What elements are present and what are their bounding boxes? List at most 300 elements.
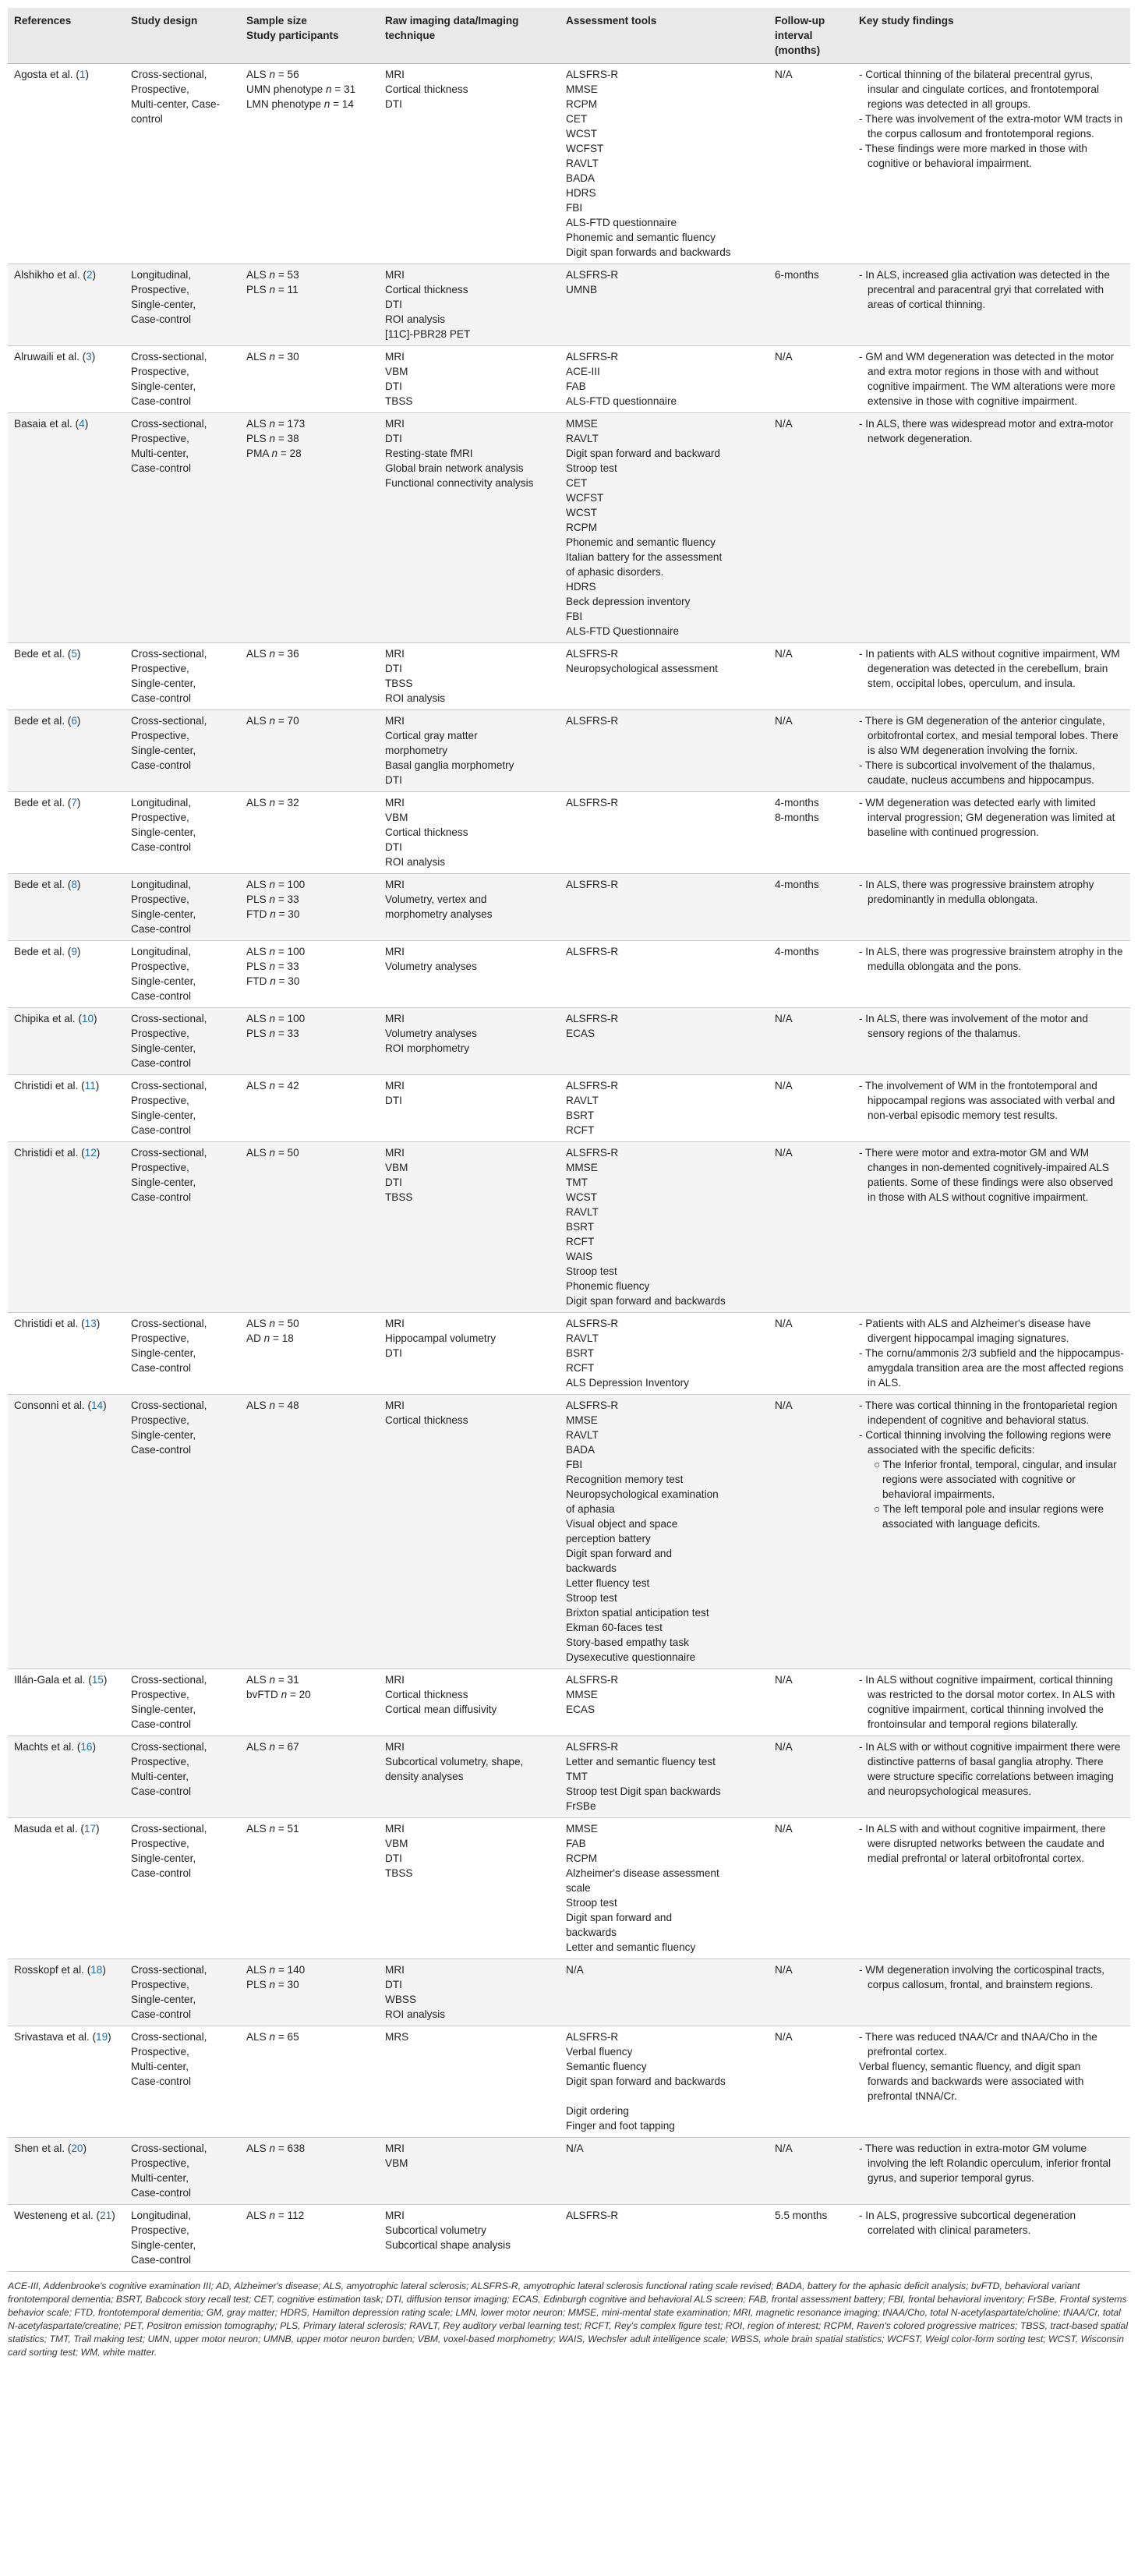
cell-sample-size [240, 346, 379, 413]
cell-sample-size [240, 1008, 379, 1075]
table-row [8, 64, 1130, 264]
imaging-line: MRI [385, 1741, 405, 1753]
sample-line: ALS n = 30 [246, 351, 299, 363]
tool-line: Recognition memory test [566, 1474, 684, 1485]
reference-link[interactable]: 12 [84, 1147, 97, 1159]
tool-line: TMT [566, 1177, 588, 1188]
tool-line: ALSFRS-R [566, 2031, 619, 2043]
tool-line: WCFST [566, 492, 604, 504]
cell-sample-size [240, 1075, 379, 1142]
reference-link[interactable]: 6 [71, 715, 77, 727]
cell-study-design [125, 874, 240, 941]
design-line: Multi-center, [131, 1771, 189, 1782]
design-line: Cross-sectional, [131, 69, 207, 80]
cell-reference: Bede et al. (5) [8, 643, 125, 710]
reference-author: Christidi et al. [14, 1147, 79, 1159]
finding-item: - In ALS, there was widespread motor and extra-motor network degeneration. [859, 418, 1114, 444]
tool-line: RCPM [566, 522, 598, 533]
cell-assessment-tools [560, 1142, 769, 1313]
imaging-line: DTI [385, 1095, 402, 1106]
table-footnote: ACE-III, Addenbrooke's cognitive examination III; AD, Alzheimer's disease; ALS, amyotrophic lateral sclerosis; ALSFRS-R, amyotrophic lateral sclerosis functional rating scale revised; BADA, battery for the aphasic deficit analysis; bvFTD, behavioral variant frontotemporal dementia; BSRT, Babcock story recall test; CET, cognitive estimation task; DTI, diffusion tensor imaging; ECAS, Edinburgh cognitive and behavioral ALS screen; FAB, frontal assessment battery; FBI, frontal behavioral inventory; FrSBe, Frontal systems behavior scale; FTD, frontotemporal dementia; GM, gray matter; HDRS, Hamilton depression rating scale; LMN, lower motor neuron; MMSE, mini-mental state examination; MRI, magnetic resonance imaging; tNAA/Cho, total N-acetylaspartate/choline; tNAA/Cr, total N-acetylaspartate/creatine; PET, Positron emission tomography; PLS, Primary lateral sclerosis; RAVLT, Rey auditory verbal learning test; RCFT, Rey's complex figure test; ROI, region of interest; RCPM, Raven's colored progressive matrices; TBSS, tract-based spatial statistics; TMT, Trail making test; UMN, upper motor neuron; UMNB, upper motor neuron burden; VBM, voxel-based morphometry; WAIS, Wechsler adult intelligence scale; WBSS, whole brain spatial statistics; WCFST, Weigl color-form sorting test; WCST, Wisconsin card sorting test; WM, white matter. [8, 2281, 1129, 2358]
imaging-line: Resting-state fMRI [385, 448, 473, 459]
table-row [8, 346, 1130, 413]
cell-study-design [125, 710, 240, 792]
cell-follow-up: N/A [769, 1736, 853, 1818]
imaging-line: WBSS [385, 1994, 417, 2005]
cell-key-findings [853, 1008, 1130, 1075]
reference-link[interactable]: 14 [91, 1399, 104, 1411]
reference-author: Basaia et al. [14, 418, 72, 430]
reference-link[interactable]: 9 [71, 946, 77, 957]
reference-link[interactable]: 1 [79, 69, 86, 80]
cell-imaging-technique [379, 792, 560, 874]
reference-link[interactable]: 7 [71, 797, 77, 809]
imaging-line: morphometry analyses [385, 908, 493, 920]
tool-line: RAVLT [566, 433, 599, 444]
design-line: Prospective, [131, 1689, 189, 1700]
finding-item: - There was reduction in extra-motor GM volume involving the left Rolandic operculum, inferior frontal gyrus, and superior temporal gyrus. [859, 2143, 1111, 2184]
tool-line: RAVLT [566, 157, 599, 169]
imaging-line: MRI [385, 715, 405, 727]
sample-line: ALS n = 100 [246, 946, 306, 957]
cell-study-design [125, 1669, 240, 1736]
finding-item: - In ALS with or without cognitive impairment there were distinctive patterns of basal ganglia atrophy. There were structure specific correlations between imaging and neuropsychological measures. [859, 1741, 1121, 1797]
table-row [8, 2026, 1130, 2138]
table-body [8, 64, 1130, 2272]
design-line: Single-center, [131, 1994, 196, 2005]
design-line: Case-control [131, 2075, 192, 2087]
studies-table [8, 8, 1130, 2272]
design-line: Case-control [131, 1362, 192, 1374]
reference-link[interactable]: 11 [84, 1080, 96, 1092]
imaging-line: MRI [385, 1964, 405, 1976]
table-row [8, 1008, 1130, 1075]
cell-reference: Alruwaili et al. (3) [8, 346, 125, 413]
reference-author: Consonni et al. [14, 1399, 85, 1411]
table-row [8, 1669, 1130, 1736]
tool-line: RAVLT [566, 1206, 599, 1218]
sample-line: PLS n = 30 [246, 1979, 299, 1990]
cell-key-findings [853, 1959, 1130, 2026]
design-line: Single-center, [131, 2239, 196, 2251]
design-line: Prospective, [131, 1756, 189, 1767]
table-row [8, 264, 1130, 346]
design-line: Multi-center, [131, 448, 189, 459]
tool-line [566, 2089, 762, 2104]
reference-link[interactable]: 18 [90, 1964, 103, 1976]
imaging-line: ROI analysis [385, 856, 446, 868]
finding-item: - The cornu/ammonis 2/3 subfield and the hippocampus-amygdala transition area are the most affected regions in ALS. [859, 1347, 1124, 1389]
finding-item: - Cortical thinning involving the following regions were associated with the specific deficits: [859, 1429, 1111, 1456]
tool-line: RCPM [566, 1852, 598, 1864]
imaging-line: ROI analysis [385, 2008, 446, 2020]
reference-link[interactable]: 21 [100, 2210, 112, 2221]
cell-sample-size [240, 874, 379, 941]
reference-author: Illán-Gala et al. [14, 1674, 86, 1686]
cell-study-design [125, 941, 240, 1008]
cell-key-findings [853, 2026, 1130, 2138]
design-line: Case-control [131, 923, 192, 935]
imaging-line: TBSS [385, 395, 413, 407]
tool-line: Digit span forward and backwards [566, 1295, 726, 1307]
sample-line: ALS n = 48 [246, 1399, 299, 1411]
imaging-line: VBM [385, 366, 408, 377]
finding-item: - In ALS, there was involvement of the motor and sensory regions of the thalamus. [859, 1013, 1088, 1039]
cell-reference: Srivastava et al. (19) [8, 2026, 125, 2138]
reference-link[interactable]: 16 [80, 1741, 93, 1753]
tool-line: Semantic fluency [566, 2061, 647, 2072]
imaging-line: DTI [385, 1979, 402, 1990]
design-line: Multi-center, [131, 2061, 189, 2072]
cell-sample-size [240, 2026, 379, 2138]
design-line: Single-center, [131, 1109, 196, 1121]
design-line: Prospective, [131, 812, 189, 823]
finding-item: - In ALS with and without cognitive impairment, there were disrupted networks between the caudate and medial prefrontal or lateral orbitofrontal cortex. [859, 1823, 1106, 1864]
tool-line: FAB [566, 380, 586, 392]
tool-line: MMSE [566, 418, 598, 430]
imaging-line: TBSS [385, 1867, 413, 1879]
imaging-line: MRS [385, 2031, 409, 2043]
cell-follow-up: N/A [769, 1395, 853, 1669]
tool-line: RAVLT [566, 1332, 599, 1344]
tool-line: N/A [566, 2143, 584, 2154]
tool-line: backwards [566, 1927, 617, 1938]
tool-line: Italian battery for the assessment [566, 551, 723, 563]
table-row [8, 874, 1130, 941]
sample-line: ALS n = 112 [246, 2210, 305, 2221]
tool-line: MMSE [566, 1414, 598, 1426]
cell-key-findings [853, 264, 1130, 346]
imaging-line: MRI [385, 1674, 405, 1686]
tool-line: ALSFRS-R [566, 648, 619, 660]
cell-sample-size [240, 710, 379, 792]
sample-line: ALS n = 31 [246, 1674, 299, 1686]
cell-sample-size [240, 1818, 379, 1959]
sample-line: ALS n = 32 [246, 797, 299, 809]
tool-line: Phonemic fluency [566, 1280, 650, 1292]
table-row [8, 2205, 1130, 2272]
tool-line: Digit span forward and [566, 1912, 673, 1923]
tool-line: ALSFRS-R [566, 879, 619, 890]
tool-line: RCFT [566, 1124, 595, 1136]
cell-sample-size [240, 2138, 379, 2205]
imaging-line: ROI analysis [385, 692, 446, 704]
tool-line: ALSFRS-R [566, 1013, 619, 1024]
design-line: Prospective, [131, 1979, 189, 1990]
design-line: Case-control [131, 990, 192, 1002]
tool-line: BSRT [566, 1109, 595, 1121]
imaging-line: MRI [385, 797, 405, 809]
imaging-line: Subcortical volumetry, shape, [385, 1756, 524, 1767]
finding-item: - The involvement of WM in the frontotemporal and hippocampal regions was associated with verbal and non-verbal episodic memory test results. [859, 1080, 1115, 1121]
reference-link[interactable]: 17 [83, 1823, 97, 1835]
sample-line: UMN phenotype n = 31 [246, 83, 356, 95]
design-line: Cross-sectional, [131, 1823, 207, 1835]
tool-line: WCST [566, 507, 598, 518]
tool-line: FBI [566, 610, 583, 622]
reference-author: Rosskopf et al. [14, 1964, 84, 1976]
imaging-line: MRI [385, 1399, 405, 1411]
reference-link[interactable]: 10 [81, 1013, 94, 1024]
cell-sample-size [240, 1959, 379, 2026]
tool-line: FBI [566, 202, 583, 214]
cell-sample-size [240, 1395, 379, 1669]
cell-key-findings [853, 346, 1130, 413]
tool-line: CET [566, 477, 588, 489]
sample-line: ALS n = 36 [246, 648, 299, 660]
cell-follow-up: 5.5 months [769, 2205, 853, 2272]
table-row [8, 1818, 1130, 1959]
imaging-line: VBM [385, 1838, 408, 1849]
cell-follow-up: N/A [769, 1075, 853, 1142]
imaging-line: DTI [385, 380, 402, 392]
design-line: Single-center, [131, 908, 196, 920]
cell-sample-size [240, 1669, 379, 1736]
tool-line: Stroop test Digit span backwards [566, 1785, 721, 1797]
cell-key-findings [853, 1669, 1130, 1736]
imaging-line: MRI [385, 2143, 405, 2154]
finding-item: - There was cortical thinning in the frontoparietal region independent of cognitive and behavioral status. [859, 1399, 1118, 1426]
cell-reference: Basaia et al. (4) [8, 413, 125, 643]
design-line: Prospective, [131, 893, 189, 905]
imaging-line: Cortical gray matter [385, 730, 478, 741]
table-row [8, 1736, 1130, 1818]
design-line: Prospective, [131, 1162, 189, 1173]
finding-item: - In ALS without cognitive impairment, cortical thinning was restricted to the dorsal motor cortex. In ALS with cognitive impairment, cortical thinning involved the frontoinsular and temporal regions bilaterally. [859, 1674, 1115, 1730]
design-line: Cross-sectional, [131, 1399, 207, 1411]
table-row [8, 1142, 1130, 1313]
tool-line: of aphasic disorders. [566, 566, 664, 578]
imaging-line: Subcortical shape analysis [385, 2239, 511, 2251]
design-line: Cross-sectional, [131, 1080, 207, 1092]
imaging-line: Basal ganglia morphometry [385, 759, 514, 771]
finding-item: - Patients with ALS and Alzheimer's disease have divergent hippocampal imaging signatures. [859, 1318, 1091, 1344]
reference-link[interactable]: 20 [71, 2143, 83, 2154]
reference-link[interactable]: 3 [86, 351, 92, 363]
sample-line: ALS n = 50 [246, 1147, 299, 1159]
cell-sample-size [240, 1736, 379, 1818]
cell-reference: Christidi et al. (11) [8, 1075, 125, 1142]
design-line: Case-control [131, 692, 192, 704]
cell-study-design [125, 1818, 240, 1959]
cell-study-design [125, 1142, 240, 1313]
cell-key-findings [853, 2138, 1130, 2205]
table-row [8, 941, 1130, 1008]
cell-sample-size [240, 1313, 379, 1395]
sample-line: PLS n = 33 [246, 961, 299, 972]
cell-study-design [125, 2205, 240, 2272]
cell-follow-up: 4-months [769, 874, 853, 941]
design-line: Cross-sectional, [131, 1318, 207, 1329]
tool-line: MMSE [566, 1689, 598, 1700]
cell-follow-up: N/A [769, 1818, 853, 1959]
cell-key-findings [853, 792, 1130, 874]
reference-link[interactable]: 4 [79, 418, 85, 430]
imaging-line: MRI [385, 648, 405, 660]
imaging-line: [11C]-PBR28 PET [385, 328, 471, 340]
design-line: Prospective, [131, 961, 189, 972]
tool-line: ALSFRS-R [566, 1741, 619, 1753]
cell-key-findings [853, 941, 1130, 1008]
cell-reference: Chipika et al. (10) [8, 1008, 125, 1075]
tool-line: Stroop test [566, 462, 617, 474]
design-line: Case-control [131, 313, 192, 325]
tool-line: N/A [566, 1964, 584, 1976]
cell-imaging-technique [379, 1736, 560, 1818]
design-line: Case-control [131, 1718, 192, 1730]
cell-assessment-tools [560, 264, 769, 346]
design-line: Cross-sectional, [131, 648, 207, 660]
tool-line: BADA [566, 1444, 596, 1456]
cell-key-findings [853, 2205, 1130, 2272]
table-row [8, 1313, 1130, 1395]
reference-link[interactable]: 19 [96, 2031, 108, 2043]
reference-link[interactable]: 13 [84, 1318, 97, 1329]
imaging-line: MRI [385, 1080, 405, 1092]
table-row [8, 643, 1130, 710]
tool-line: WCST [566, 1191, 598, 1203]
tool-line: Phonemic and semantic fluency [566, 232, 716, 243]
cell-sample-size [240, 1142, 379, 1313]
design-line: Longitudinal, [131, 879, 192, 890]
design-line: Single-center, [131, 1429, 196, 1441]
design-line: control [131, 113, 163, 125]
design-line: Longitudinal, [131, 2210, 192, 2221]
cell-assessment-tools [560, 643, 769, 710]
reference-link[interactable]: 15 [91, 1674, 104, 1686]
cell-follow-up: N/A [769, 64, 853, 264]
imaging-line: MRI [385, 351, 405, 363]
sample-line: PMA n = 28 [246, 448, 302, 459]
sample-line: bvFTD n = 20 [246, 1689, 311, 1700]
cell-follow-up: N/A [769, 2138, 853, 2205]
cell-reference: Bede et al. (6) [8, 710, 125, 792]
finding-item: - In ALS, there was progressive brainstem atrophy in the medulla oblongata and the pons. [859, 946, 1123, 972]
imaging-line: density analyses [385, 1771, 464, 1782]
cell-imaging-technique [379, 874, 560, 941]
imaging-line: MRI [385, 2210, 405, 2221]
tool-line: FrSBe [566, 1800, 596, 1812]
header-assessment-tools: Assessment tools [560, 8, 769, 64]
cell-reference: Bede et al. (9) [8, 941, 125, 1008]
design-line: Cross-sectional, [131, 2143, 207, 2154]
imaging-line: Volumetry analyses [385, 961, 477, 972]
cell-study-design [125, 264, 240, 346]
cell-sample-size [240, 941, 379, 1008]
sample-line: FTD n = 30 [246, 975, 300, 987]
reference-link[interactable]: 2 [86, 269, 93, 281]
cell-imaging-technique [379, 1075, 560, 1142]
reference-link[interactable]: 8 [71, 879, 77, 890]
sample-line: ALS n = 53 [246, 269, 299, 281]
design-line: Multi-center, [131, 2172, 189, 2184]
sample-line: ALS n = 42 [246, 1080, 299, 1092]
imaging-line: DTI [385, 98, 402, 110]
cell-reference: Rosskopf et al. (18) [8, 1959, 125, 2026]
imaging-line: MRI [385, 418, 405, 430]
imaging-line: TBSS [385, 678, 413, 689]
sample-line: PLS n = 38 [246, 433, 299, 444]
sub-finding-item: ○ The left temporal pole and insular regions were associated with language deficits. [874, 1503, 1104, 1530]
cell-assessment-tools [560, 1313, 769, 1395]
cell-imaging-technique [379, 2026, 560, 2138]
reference-link[interactable]: 5 [71, 648, 77, 660]
finding-item: - There were motor and extra-motor GM and WM changes in non-demented cognitively-impaired ALS patients. Some of these findings were also observed in those with ALS without cognitive impairment. [859, 1147, 1114, 1203]
reference-author: Christidi et al. [14, 1080, 79, 1092]
design-line: Cross-sectional, [131, 1013, 207, 1024]
imaging-line: DTI [385, 1347, 402, 1359]
design-line: Longitudinal, [131, 797, 192, 809]
sample-line: ALS n = 67 [246, 1741, 299, 1753]
cell-reference: Masuda et al. (17) [8, 1818, 125, 1959]
design-line: Case-control [131, 1124, 192, 1136]
cell-key-findings [853, 1075, 1130, 1142]
cell-reference: Westeneng et al. (21) [8, 2205, 125, 2272]
tool-line: FBI [566, 1459, 583, 1470]
tool-line: Letter fluency test [566, 1577, 650, 1589]
imaging-line: MRI [385, 946, 405, 957]
cell-imaging-technique [379, 1669, 560, 1736]
reference-author: Masuda et al. [14, 1823, 78, 1835]
finding-item: - In ALS, progressive subcortical degeneration correlated with clinical parameters. [859, 2210, 1076, 2236]
sample-line: FTD n = 30 [246, 908, 300, 920]
reference-author: Srivastava et al. [14, 2031, 90, 2043]
cell-assessment-tools [560, 1008, 769, 1075]
cell-sample-size [240, 643, 379, 710]
finding-item: - There is subcortical involvement of the thalamus, caudate, nucleus accumbens and hippocampus. [859, 759, 1095, 786]
header-imaging-technique: Raw imaging data/Imaging technique [379, 8, 560, 64]
reference-author: Chipika et al. [14, 1013, 76, 1024]
imaging-line: MRI [385, 269, 405, 281]
design-line: Cross-sectional, [131, 1741, 207, 1753]
cell-imaging-technique [379, 1313, 560, 1395]
table-header [8, 8, 1130, 64]
design-line: Single-center, [131, 1704, 196, 1715]
design-line: Prospective, [131, 1838, 189, 1849]
cell-imaging-technique [379, 1142, 560, 1313]
imaging-line: Hippocampal volumetry [385, 1332, 497, 1344]
tool-line: Neuropsychological assessment [566, 663, 718, 674]
cell-key-findings [853, 1313, 1130, 1395]
tool-line: ALSFRS-R [566, 2210, 619, 2221]
tool-line: Alzheimer's disease assessment [566, 1867, 719, 1879]
tool-line: ALS-FTD questionnaire [566, 217, 677, 228]
finding-item: - In ALS, there was progressive brainstem atrophy predominantly in medulla oblongata. [859, 879, 1094, 905]
cell-imaging-technique [379, 1008, 560, 1075]
cell-follow-up: N/A [769, 1313, 853, 1395]
tool-line: Story-based empathy task [566, 1637, 689, 1648]
tool-line: ALSFRS-R [566, 1080, 619, 1092]
cell-imaging-technique [379, 941, 560, 1008]
design-line: Single-center, [131, 380, 196, 392]
tool-line: HDRS [566, 187, 596, 199]
imaging-line: MRI [385, 1147, 405, 1159]
cell-reference: Bede et al. (8) [8, 874, 125, 941]
cell-sample-size [240, 792, 379, 874]
cell-key-findings [853, 64, 1130, 264]
design-line: Single-center, [131, 678, 196, 689]
tool-line: Dysexecutive questionnaire [566, 1651, 696, 1663]
cell-assessment-tools [560, 2205, 769, 2272]
design-line: Single-center, [131, 1852, 196, 1864]
table-row [8, 1959, 1130, 2026]
reference-author: Christidi et al. [14, 1318, 79, 1329]
design-line: Case-control [131, 1057, 192, 1069]
cell-study-design [125, 1395, 240, 1669]
cell-sample-size [240, 64, 379, 264]
design-line: Case-control [131, 1191, 192, 1203]
cell-study-design [125, 2026, 240, 2138]
